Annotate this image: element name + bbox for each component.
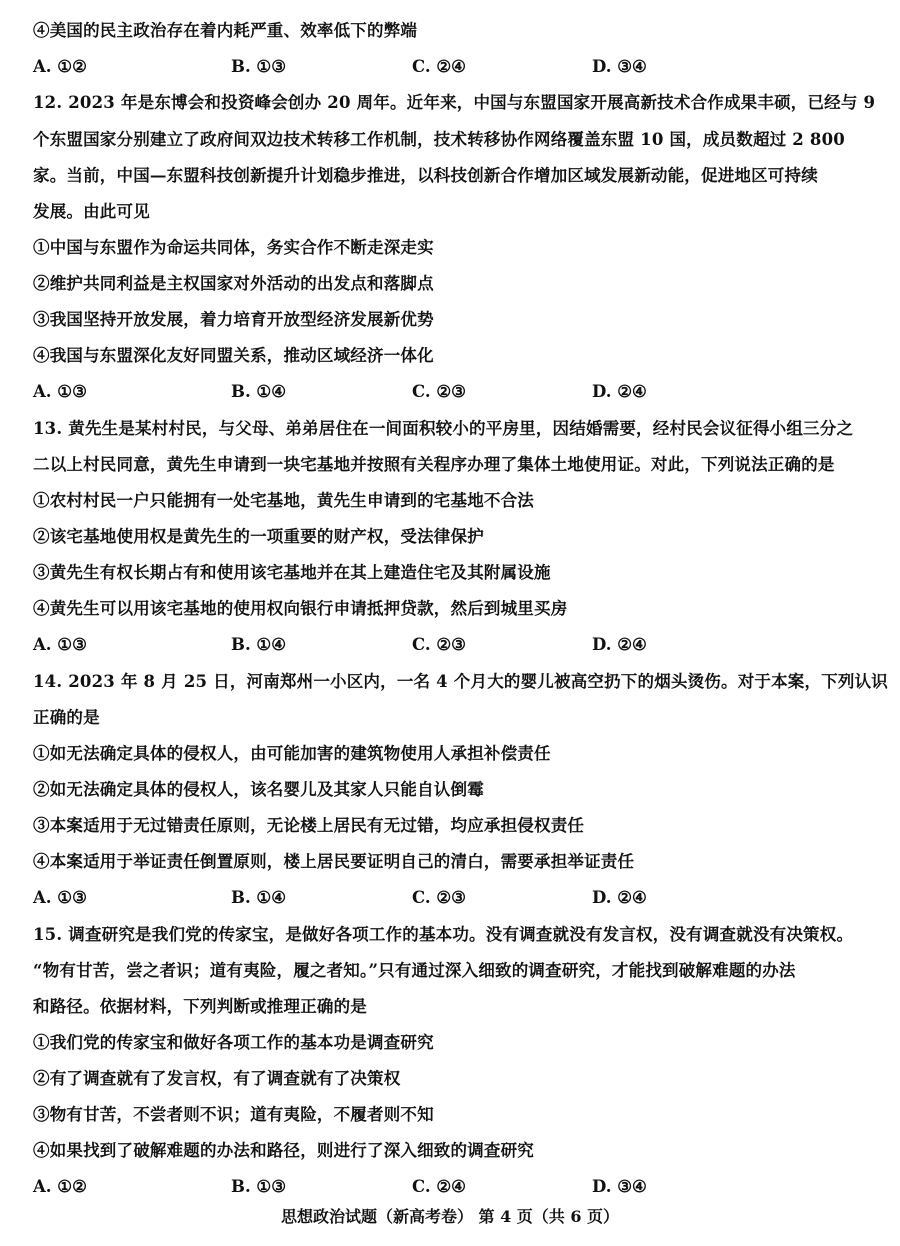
q14-stem-line-2: 正确的是: [33, 708, 100, 727]
q15-stem-line-1: 15. 调查研究是我们党的传家宝，是做好各项工作的基本功。没有调查就没有发言权，没有调查就没有决策权。: [33, 925, 854, 944]
q12-stem-line-1: 12. 2023 年是东博会和投资峰会创办 20 周年。近年来，中国与东盟国家开展高新技术合作成果丰硕，已经与 9: [33, 93, 876, 112]
q15-option-a: A. ①②: [33, 1177, 87, 1196]
q11-option-c: C. ②④: [412, 57, 466, 76]
q12-statement-2: ②维护共同利益是主权国家对外活动的出发点和落脚点: [33, 274, 434, 293]
q15-statement-4: ④如果找到了破解难题的办法和路径，则进行了深入细致的调查研究: [33, 1141, 534, 1160]
q15-options: [33, 1175, 882, 1199]
q13-statement-4: ④黄先生可以用该宅基地的使用权向银行申请抵押贷款，然后到城里买房: [33, 599, 568, 618]
q15-option-d: D. ③④: [592, 1177, 647, 1196]
q13-stem-line-1: 13. 黄先生是某村村民，与父母、弟弟居住在一间面积较小的平房里，因结婚需要，经村民会议征得小组三分之: [33, 419, 854, 438]
q12-statement-3: ③我国坚持开放发展，着力培育开放型经济发展新优势: [33, 310, 434, 329]
q14-options: [33, 886, 882, 910]
q14-statement-3: ③本案适用于无过错责任原则，无论楼上居民有无过错，均应承担侵权责任: [33, 816, 585, 835]
q12-option-c: C. ②③: [412, 382, 466, 401]
q11-option-b: B. ①③: [231, 57, 287, 76]
q13-options: [33, 633, 882, 657]
q12-option-b: B. ①④: [231, 382, 287, 401]
q14-option-c: C. ②③: [412, 888, 466, 907]
q13-option-a: A. ①③: [33, 635, 87, 654]
q15-statement-1: ①我们党的传家宝和做好各项工作的基本功是调查研究: [33, 1033, 434, 1052]
q13-stem-line-2: 二以上村民同意，黄先生申请到一块宅基地并按照有关程序办理了集体土地使用证。对此，下列说法正确的是: [33, 455, 835, 474]
q14-stem-line-1: 14. 2023 年 8 月 25 日，河南郑州一小区内，一名 4 个月大的婴儿被高空扔下的烟头烫伤。对于本案，下列认识: [33, 672, 889, 691]
q13-statement-2: ②该宅基地使用权是黄先生的一项重要的财产权，受法律保护: [33, 527, 484, 546]
q15-stem-line-3: 和路径。依据材料，下列判断或推理正确的是: [33, 997, 367, 1016]
q14-option-b: B. ①④: [231, 888, 287, 907]
q12-option-a: A. ①③: [33, 382, 87, 401]
q12-stem-line-3: 家。当前，中国—东盟科技创新提升计划稳步推进，以科技创新合作增加区域发展新动能，促进地区可持续: [33, 166, 818, 185]
q14-statement-1: ①如无法确定具体的侵权人，由可能加害的建筑物使用人承担补偿责任: [33, 744, 551, 763]
q13-option-d: D. ②④: [592, 635, 647, 654]
q11-option-d: D. ③④: [592, 57, 647, 76]
q13-option-b: B. ①④: [231, 635, 287, 654]
q14-option-a: A. ①③: [33, 888, 87, 907]
q15-statement-2: ②有了调查就有了发言权，有了调查就有了决策权: [33, 1069, 401, 1088]
q14-option-d: D. ②④: [592, 888, 647, 907]
q12-statement-4: ④我国与东盟深化友好同盟关系，推动区域经济一体化: [33, 346, 434, 365]
q12-stem-line-2: 个东盟国家分别建立了政府间双边技术转移工作机制，技术转移协作网络覆盖东盟 10 国，成员数超过 2 800: [33, 130, 845, 149]
q13-statement-1: ①农村村民一户只能拥有一处宅基地，黄先生申请到的宅基地不合法: [33, 491, 534, 510]
q11-option-a: A. ①②: [33, 57, 87, 76]
q12-stem-line-4: 发展。由此可见: [33, 202, 150, 221]
q11-options: [33, 55, 882, 79]
q15-stem-line-2: “物有甘苦，尝之者识；道有夷险，履之者知。”只有通过深入细致的调查研究，才能找到破解难题的办法: [33, 961, 796, 980]
q14-statement-4: ④本案适用于举证责任倒置原则，楼上居民要证明自己的清白，需要承担举证责任: [33, 852, 635, 871]
q12-statement-1: ①中国与东盟作为命运共同体，务实合作不断走深走实: [33, 238, 434, 257]
q13-option-c: C. ②③: [412, 635, 466, 654]
page-footer: 思想政治试题（新高考卷） 第 4 页（共 6 页）: [280, 1207, 620, 1226]
q13-statement-3: ③黄先生有权长期占有和使用该宅基地并在其上建造住宅及其附属设施: [33, 563, 551, 582]
q11-statement-4: ④美国的民主政治存在着内耗严重、效率低下的弊端: [33, 21, 418, 40]
q15-statement-3: ③物有甘苦，不尝者则不识；道有夷险，不履者则不知: [33, 1105, 434, 1124]
q12-options: [33, 380, 882, 404]
q15-option-b: B. ①③: [231, 1177, 287, 1196]
q12-option-d: D. ②④: [592, 382, 647, 401]
q15-option-c: C. ②④: [412, 1177, 466, 1196]
q14-statement-2: ②如无法确定具体的侵权人，该名婴儿及其家人只能自认倒霉: [33, 780, 484, 799]
